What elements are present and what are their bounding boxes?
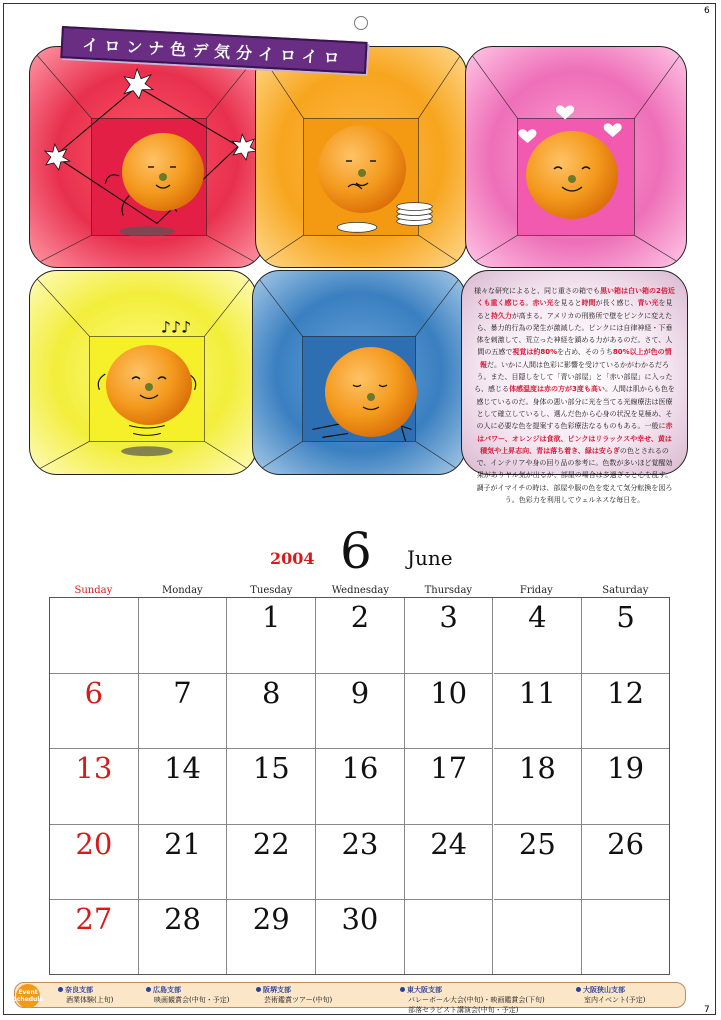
binding-hole-top	[354, 16, 368, 30]
article-text: だ。いかに人間は色彩に影響を受けているかがわかるだろう。また、目隠しをして「青い部屋」と「赤い部屋」に入ったら、感じる	[474, 360, 673, 394]
date-number: 29	[252, 902, 290, 937]
page-number-top: 6	[704, 6, 710, 16]
date-number: 1	[262, 600, 281, 634]
date-number: 20	[75, 826, 113, 861]
date-number: 28	[164, 902, 201, 937]
badge-line-2: Schedule	[12, 996, 44, 1003]
weekday-header-sunday: Sunday	[74, 585, 113, 596]
calendar-cell[interactable]	[316, 674, 405, 750]
calendar-cell	[582, 900, 669, 974]
event-detail: 酒業体験(上旬)	[66, 996, 114, 1004]
article-highlight: 時間	[581, 299, 596, 308]
calendar-cell[interactable]	[316, 598, 405, 674]
yellow-room	[29, 270, 257, 475]
article-highlight: 持久力	[490, 311, 512, 320]
event-detail: バレーボール大会(中旬)・映画鑑賞会(下旬)	[408, 996, 545, 1004]
bullet-icon	[146, 987, 151, 992]
calendar-cell[interactable]	[227, 900, 316, 974]
orange-character-dancing	[122, 133, 204, 211]
calendar-cell[interactable]	[582, 674, 669, 750]
article-highlight: 80%以上が色の情報	[480, 348, 672, 369]
date-number: 16	[341, 751, 379, 786]
date-number: 23	[341, 826, 379, 861]
date-number: 7	[173, 675, 192, 710]
title-banner: イロンナ色デ気分イロイロ	[60, 26, 367, 74]
article-text: が高まる。アメリカの刑務所で壁をピンクに変えたら、暴力的行為の発生が激減した。ピンクには自律神経・下垂体を刺激して、荒立った神経を鎮める力があるのだ。さて、人間の五感で	[476, 311, 673, 357]
article-highlight: 視覚は約80%	[512, 348, 558, 357]
calendar-cell[interactable]	[405, 598, 494, 674]
event-detail: 室内イベント(予定)	[584, 996, 646, 1004]
event-detail: 部落セラピスト講演会(中旬・予定)	[408, 1006, 519, 1014]
bullet-icon	[256, 987, 261, 992]
event-branch: 奈良支部	[65, 986, 93, 994]
calendar-cell[interactable]	[227, 825, 316, 901]
article-text: の色とされるので、インテリアや身の回り品の参考に。色数が多いほど覚醒効果がありヤル気が出るが、部屋の場合は多過ぎると心を乱す。調子がイマイチの時は、部屋や服の色を変えて気分転換を図ろう。色彩力を利用してウェルネスな毎日を。	[476, 446, 673, 505]
event-branch: 広島支部	[153, 986, 181, 994]
event-item	[146, 985, 229, 1005]
calendar-month-number: 6	[340, 522, 372, 580]
article-text: が長く感じ、	[595, 299, 638, 308]
bullet-icon	[58, 987, 63, 992]
date-number: 27	[75, 902, 113, 937]
calendar-cell[interactable]	[139, 749, 228, 825]
article-highlight: 青い光	[637, 299, 659, 308]
date-number: 5	[616, 600, 635, 634]
date-number: 3	[439, 600, 458, 634]
calendar-cell[interactable]	[582, 598, 669, 674]
date-number: 4	[528, 600, 547, 634]
calendar-year: 2004	[270, 549, 315, 568]
svg-text:♪♪♪: ♪♪♪	[160, 317, 192, 337]
date-number: 2	[350, 600, 370, 634]
bullet-icon	[400, 987, 405, 992]
orange-character-happy	[526, 131, 618, 219]
article-highlight: 赤い光	[532, 299, 554, 308]
calendar-cell[interactable]	[139, 674, 228, 750]
event-branch: 大阪狭山支部	[583, 986, 625, 994]
event-item	[58, 985, 113, 1005]
calendar-cell[interactable]	[227, 749, 316, 825]
date-number: 26	[607, 826, 645, 861]
article-text: を見ると	[553, 299, 582, 308]
color-article	[461, 270, 688, 505]
badge-line-1: Event	[18, 989, 38, 996]
calendar-cell[interactable]	[139, 825, 228, 901]
weekday-header-friday: Friday	[519, 585, 553, 596]
date-number: 17	[430, 751, 468, 786]
date-number: 10	[430, 675, 468, 710]
date-number: 30	[341, 902, 379, 937]
weekday-header-thursday: Thursday	[424, 585, 473, 596]
orange-character-eating	[318, 125, 406, 213]
calendar-cell[interactable]	[139, 900, 228, 974]
date-number: 6	[84, 675, 104, 710]
date-number: 18	[518, 751, 556, 786]
weekday-header-monday: Monday	[161, 585, 203, 596]
bullet-icon	[576, 987, 581, 992]
article-text: 。人間は肌からも色を感じているのだ。身体の悪い部分に光を当てる光線療法は医療として確立しているし、選んだ色から心身の状況を見極め、その人に必要な色を提案する色彩療法なるものもある。一般に	[476, 385, 675, 431]
article-text: を占め、そのうち	[557, 348, 613, 357]
calendar-cell[interactable]	[494, 749, 583, 825]
date-number: 13	[75, 751, 113, 786]
article-text: 様々な研究によると、同じ重さの箱でも	[474, 287, 601, 295]
weekday-header-wednesday: Wednesday	[331, 585, 389, 596]
calendar-cell[interactable]	[50, 900, 139, 974]
calendar-cell[interactable]	[227, 598, 316, 674]
date-number: 11	[518, 675, 556, 710]
calendar-cell[interactable]	[582, 749, 669, 825]
calendar-cell[interactable]	[316, 900, 405, 974]
event-branch: 阪堺支部	[263, 986, 291, 994]
calendar-grid	[49, 597, 670, 975]
orange-character-singing	[106, 345, 192, 425]
event-detail: 映画観賞会(中旬・予定)	[154, 996, 230, 1004]
calendar-cell[interactable]	[227, 674, 316, 750]
calendar-month-name: June	[407, 546, 453, 570]
date-number: 25	[518, 826, 556, 861]
event-item	[576, 985, 645, 1005]
date-number: 21	[164, 826, 201, 861]
blue-room	[252, 270, 466, 475]
red-room	[29, 46, 265, 268]
article-highlight: 赤はパワー、オレンジは食欲、ピンクはリラックスや幸せ、黄は積気や上昇志向、青は落ち着き、緑は安らぎ	[477, 422, 673, 455]
orange-room	[255, 46, 467, 268]
article-text: 。	[525, 299, 533, 308]
article-highlight: 体感温度は赤の方が3度も高い	[509, 385, 605, 394]
pink-room	[465, 46, 687, 268]
calendar-cell[interactable]	[316, 825, 405, 901]
calendar-cell	[405, 900, 494, 974]
date-number: 12	[607, 675, 645, 710]
date-number: 8	[262, 675, 281, 710]
date-number: 19	[607, 751, 645, 786]
calendar-cell	[50, 598, 139, 674]
calendar-cell[interactable]	[494, 598, 583, 674]
date-number: 14	[164, 751, 201, 786]
calendar-cell[interactable]	[50, 749, 139, 825]
event-detail: 芸術鑑賞ツアー(中旬)	[264, 996, 333, 1004]
weekday-header-tuesday: Tuesday	[250, 585, 293, 596]
calendar-cell[interactable]	[50, 825, 139, 901]
event-item	[256, 985, 332, 1005]
date-number: 15	[252, 751, 290, 786]
date-number: 24	[430, 826, 468, 861]
orange-character-relaxing	[325, 347, 417, 437]
calendar-cell[interactable]	[405, 825, 494, 901]
page-number-bottom: 7	[704, 1005, 710, 1015]
date-number: 22	[252, 826, 290, 861]
weekday-header-saturday: Saturday	[602, 585, 649, 596]
article-highlight: 黒い箱は白い箱の2倍近くも重く感じる	[476, 287, 675, 308]
calendar-cell[interactable]	[494, 674, 583, 750]
calendar-cell[interactable]	[582, 825, 669, 901]
calendar-cell[interactable]	[50, 674, 139, 750]
date-number: 9	[350, 675, 370, 710]
calendar-cell[interactable]	[494, 825, 583, 901]
calendar-cell	[494, 900, 583, 974]
article-text: を見ると	[476, 299, 673, 320]
calendar-cell[interactable]	[405, 674, 494, 750]
event-schedule-badge	[12, 984, 44, 1008]
calendar-cell[interactable]	[316, 749, 405, 825]
calendar-cell	[139, 598, 228, 674]
event-branch: 東大阪支部	[407, 986, 442, 994]
event-item	[400, 985, 545, 1015]
calendar-cell[interactable]	[405, 749, 494, 825]
